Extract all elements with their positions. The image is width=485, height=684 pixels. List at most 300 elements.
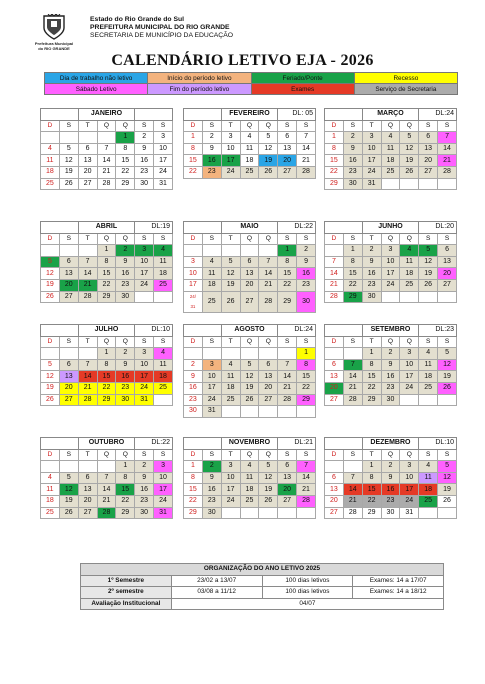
day-cell: 15 (97, 268, 116, 280)
day-cell: 14 (343, 484, 362, 496)
day-cell: 9 (184, 371, 203, 383)
week-row (325, 461, 457, 473)
day-cell: 12 (259, 472, 278, 484)
empty-day (78, 132, 97, 144)
day-cell: 9 (116, 256, 135, 268)
empty-day (59, 348, 78, 360)
day-cell: 12 (59, 155, 78, 167)
day-cell: 30 (184, 406, 203, 418)
weekday-label: Q (381, 336, 400, 348)
empty-day (259, 507, 278, 519)
day-cell: 22 (184, 166, 203, 178)
month-calendar (183, 221, 316, 313)
empty-day (297, 507, 316, 519)
weekday-label: Q (259, 120, 278, 132)
day-cell: 28 (259, 291, 278, 312)
empty-day (278, 507, 297, 519)
day-cell: 11 (240, 472, 259, 484)
weekday-label: S (135, 336, 154, 348)
weekday-label: S (343, 120, 362, 132)
week-row (184, 348, 316, 360)
school-days-count: DL:10 (419, 438, 457, 450)
weekday-label: S (135, 233, 154, 245)
day-cell: 3 (221, 461, 240, 473)
school-days-count: DL:23 (419, 325, 457, 337)
day-cell: 5 (419, 245, 438, 257)
day-cell: 25 (381, 166, 400, 178)
empty-day (41, 245, 60, 257)
weekday-label: T (221, 120, 240, 132)
week-row (41, 484, 173, 496)
week-row (41, 166, 173, 178)
week-row (41, 279, 173, 291)
day-cell: 20 (59, 382, 78, 394)
day-cell: 24 (362, 166, 381, 178)
empty-day (381, 291, 400, 303)
weekday-label: D (184, 233, 203, 245)
day-cell: 20 (59, 279, 78, 291)
day-cell: 14 (259, 268, 278, 280)
weekday-label: S (419, 120, 438, 132)
legend-item: Serviço de Secretaria (354, 84, 457, 95)
empty-day (97, 132, 116, 144)
month-name: MAIO (221, 222, 278, 234)
semester-exams: Exames: 14 a 18/12 (353, 587, 444, 599)
day-cell: 12 (400, 143, 419, 155)
day-cell: 3 (202, 359, 221, 371)
empty-day (325, 348, 344, 360)
week-row (325, 371, 457, 383)
empty-day (278, 348, 297, 360)
day-cell: 18 (381, 155, 400, 167)
week-row (41, 268, 173, 280)
empty-day (259, 245, 278, 257)
weekday-label: Q (400, 233, 419, 245)
weekday-label: S (343, 233, 362, 245)
day-cell: 6 (59, 256, 78, 268)
week-row (184, 291, 316, 312)
day-cell: 4 (240, 132, 259, 144)
day-cell: 7 (343, 359, 362, 371)
day-cell: 26 (259, 166, 278, 178)
week-row (325, 382, 457, 394)
month-name: ABRIL (78, 222, 135, 234)
weekday-label: Q (240, 449, 259, 461)
day-cell: 14 (297, 472, 316, 484)
empty-day (240, 245, 259, 257)
weekday-header (41, 233, 173, 245)
weekday-header (184, 336, 316, 348)
weekday-label: Q (400, 449, 419, 461)
day-cell: 19 (41, 382, 60, 394)
weekday-label: T (221, 336, 240, 348)
day-cell: 7 (259, 256, 278, 268)
weekday-label: Q (259, 233, 278, 245)
day-cell: 18 (240, 484, 259, 496)
crest-shield-icon (42, 14, 66, 40)
weekday-label: S (154, 120, 173, 132)
day-cell: 5 (41, 256, 60, 268)
day-cell: 13 (259, 371, 278, 383)
day-cell: 8 (297, 359, 316, 371)
day-cell: 22 (184, 495, 203, 507)
day-cell: 4 (154, 348, 173, 360)
month-header (41, 325, 173, 337)
weekday-header (41, 120, 173, 132)
weekday-label: S (202, 449, 221, 461)
empty-day (438, 394, 457, 406)
week-row (41, 132, 173, 144)
day-cell: 12 (41, 268, 60, 280)
day-cell: 4 (202, 256, 221, 268)
day-cell: 20 (278, 484, 297, 496)
day-cell: 25 (419, 495, 438, 507)
month-calendar (183, 324, 316, 418)
day-cell: 15 (97, 371, 116, 383)
day-cell: 6 (438, 245, 457, 257)
week-row (325, 348, 457, 360)
week-row (325, 394, 457, 406)
month-header-spacer (184, 222, 222, 234)
day-cell: 31 (135, 394, 154, 406)
weekday-label: T (78, 120, 97, 132)
weekday-label: Q (240, 233, 259, 245)
empty-day (240, 507, 259, 519)
organization-block (90, 16, 233, 40)
empty-day (259, 348, 278, 360)
month-name: NOVEMBRO (221, 438, 278, 450)
day-cell: 2 (297, 245, 316, 257)
weekday-label: S (297, 336, 316, 348)
day-cell: 26 (438, 495, 457, 507)
week-row (184, 245, 316, 257)
day-cell: 24 (135, 382, 154, 394)
day-cell: 9 (116, 359, 135, 371)
day-cell: 24 (154, 495, 173, 507)
day-cell: 27 (240, 291, 259, 312)
day-cell: 17 (400, 371, 419, 383)
day-cell: 11 (41, 484, 60, 496)
day-cell: 17 (362, 155, 381, 167)
day-cell: 19 (240, 382, 259, 394)
month-header (325, 222, 457, 234)
legend-item: Dia de trabalho não letivo (45, 73, 148, 84)
day-cell: 8 (184, 143, 203, 155)
weekday-label: S (297, 120, 316, 132)
day-cell: 1 (278, 245, 297, 257)
day-cell: 8 (325, 143, 344, 155)
month-header (184, 438, 316, 450)
week-row (184, 256, 316, 268)
weekday-label: S (278, 449, 297, 461)
day-cell: 12 (438, 472, 457, 484)
day-cell: 6 (278, 461, 297, 473)
day-cell: 9 (381, 472, 400, 484)
day-cell: 31 (400, 507, 419, 519)
day-cell: 8 (362, 359, 381, 371)
day-cell: 24 (202, 394, 221, 406)
weekday-label: S (135, 120, 154, 132)
day-cell: 18 (221, 382, 240, 394)
day-cell: 15 (116, 484, 135, 496)
day-cell: 2 (362, 245, 381, 257)
day-cell: 22 (362, 382, 381, 394)
day-cell: 7 (278, 359, 297, 371)
week-row (325, 256, 457, 268)
day-cell: 27 (78, 507, 97, 519)
week-row (325, 472, 457, 484)
day-cell: 17 (400, 484, 419, 496)
day-cell: 4 (381, 132, 400, 144)
day-cell: 29 (362, 507, 381, 519)
empty-day (259, 406, 278, 418)
day-cell: 22 (325, 166, 344, 178)
month-calendar (40, 437, 173, 519)
city-hall-name: PREFEITURA MUNICIPAL DO RIO GRANDE (90, 24, 230, 31)
weekday-label: S (297, 233, 316, 245)
month-header-spacer (325, 222, 363, 234)
day-cell: 14 (78, 371, 97, 383)
empty-day (400, 394, 419, 406)
weekday-label: Q (116, 336, 135, 348)
day-cell: 13 (438, 256, 457, 268)
legend-row (45, 73, 458, 84)
day-cell: 7 (97, 472, 116, 484)
week-row (325, 484, 457, 496)
day-cell: 26 (419, 279, 438, 291)
empty-day (325, 245, 344, 257)
school-days-count: DL:19 (135, 222, 173, 234)
day-cell: 29 (116, 178, 135, 190)
weekday-header (41, 336, 173, 348)
day-cell: 13 (59, 268, 78, 280)
day-cell: 26 (59, 178, 78, 190)
day-cell: 8 (343, 256, 362, 268)
day-cell: 24 (221, 495, 240, 507)
week-row (41, 461, 173, 473)
week-row (325, 291, 457, 303)
day-cell: 10 (400, 359, 419, 371)
semester-exams: Exames: 14 a 17/07 (353, 575, 444, 587)
legend-item: Exames (251, 84, 354, 95)
day-cell: 17 (221, 155, 240, 167)
day-cell: 3 (400, 461, 419, 473)
day-cell: 6 (240, 256, 259, 268)
day-cell: 22 (116, 495, 135, 507)
day-cell: 17 (184, 279, 203, 291)
day-cell: 20 (325, 495, 344, 507)
day-cell: 17 (221, 484, 240, 496)
month-name: AGOSTO (221, 325, 278, 337)
day-cell: 9 (202, 143, 221, 155)
day-cell: 30 (116, 394, 135, 406)
month-header-spacer (41, 109, 79, 121)
week-row (184, 143, 316, 155)
school-days-count: DL: 05 (278, 109, 316, 121)
weekday-label: D (325, 336, 344, 348)
weekday-header (325, 120, 457, 132)
day-cell: 10 (362, 143, 381, 155)
day-cell: 19 (259, 155, 278, 167)
month-name: MARÇO (362, 109, 419, 121)
month-header-spacer (41, 222, 79, 234)
day-cell: 20 (259, 382, 278, 394)
day-cell: 19 (438, 484, 457, 496)
day-cell: 7 (297, 132, 316, 144)
day-cell: 21 (259, 279, 278, 291)
day-cell: 30 (135, 507, 154, 519)
weekday-label: Q (400, 336, 419, 348)
day-cell: 10 (135, 256, 154, 268)
month-name: JUNHO (362, 222, 419, 234)
day-cell: 7 (78, 359, 97, 371)
day-cell: 8 (362, 472, 381, 484)
empty-day (297, 406, 316, 418)
day-cell: 19 (400, 155, 419, 167)
semester-label: 2º semestre (81, 587, 172, 599)
day-cell: 20 (419, 155, 438, 167)
day-cell: 27 (59, 291, 78, 303)
weekday-label: S (59, 120, 78, 132)
week-row (325, 178, 457, 190)
week-row (184, 495, 316, 507)
day-cell: 23 (135, 495, 154, 507)
weekday-label: S (154, 336, 173, 348)
weekday-label: S (438, 120, 457, 132)
day-cell: 26 (259, 495, 278, 507)
day-cell: 30 (116, 291, 135, 303)
month-header (41, 222, 173, 234)
day-cell: 23 (362, 279, 381, 291)
empty-day (438, 507, 457, 519)
day-cell: 11 (41, 155, 60, 167)
day-cell: 1 (362, 461, 381, 473)
empty-day (325, 461, 344, 473)
day-cell: 29 (297, 394, 316, 406)
week-row (184, 461, 316, 473)
day-cell: 30 (297, 291, 316, 312)
day-cell: 7 (78, 256, 97, 268)
weekday-label: S (59, 449, 78, 461)
day-cell: 1 (297, 348, 316, 360)
week-row (184, 166, 316, 178)
day-cell: 16 (202, 484, 221, 496)
day-cell: 11 (419, 359, 438, 371)
day-cell: 24/ 31 (184, 291, 203, 312)
day-cell: 3 (221, 132, 240, 144)
month-calendar (183, 108, 316, 179)
empty-day (438, 291, 457, 303)
day-cell: 29 (184, 507, 203, 519)
empty-day (202, 245, 221, 257)
day-cell: 1 (343, 245, 362, 257)
day-cell: 5 (400, 132, 419, 144)
day-cell: 15 (362, 371, 381, 383)
week-row (184, 155, 316, 167)
week-row (325, 166, 457, 178)
week-row (41, 348, 173, 360)
day-cell: 3 (135, 348, 154, 360)
day-cell: 30 (381, 507, 400, 519)
weekday-label: S (202, 336, 221, 348)
week-row (41, 472, 173, 484)
weekday-label: D (325, 120, 344, 132)
legend-item: Feriado/Ponte (251, 73, 354, 84)
day-cell: 27 (278, 495, 297, 507)
day-cell: 23 (116, 382, 135, 394)
day-cell: 18 (240, 155, 259, 167)
day-cell: 13 (78, 484, 97, 496)
weekday-label: D (325, 449, 344, 461)
day-cell: 5 (259, 461, 278, 473)
school-days-count: DL:24 (278, 325, 316, 337)
weekday-label: D (184, 336, 203, 348)
month-header-spacer (325, 438, 363, 450)
weekday-label: S (419, 336, 438, 348)
day-cell: 9 (135, 472, 154, 484)
day-cell: 18 (154, 371, 173, 383)
empty-day (240, 348, 259, 360)
week-row (41, 382, 173, 394)
day-cell: 31 (154, 507, 173, 519)
week-row (41, 256, 173, 268)
day-cell: 10 (154, 472, 173, 484)
weekday-label: D (184, 449, 203, 461)
day-cell: 13 (278, 143, 297, 155)
day-cell: 27 (419, 166, 438, 178)
weekday-label: D (41, 233, 60, 245)
day-cell: 6 (59, 359, 78, 371)
day-cell: 25 (41, 178, 60, 190)
weekday-label: S (438, 336, 457, 348)
empty-day (221, 406, 240, 418)
weekday-label: T (362, 336, 381, 348)
day-cell: 19 (59, 166, 78, 178)
day-cell: 11 (202, 268, 221, 280)
day-cell: 20 (240, 279, 259, 291)
day-cell: 31 (362, 178, 381, 190)
day-cell: 24 (400, 495, 419, 507)
day-cell: 2 (135, 461, 154, 473)
month-header-spacer (325, 325, 363, 337)
day-cell: 1 (116, 132, 135, 144)
day-cell: 24 (400, 382, 419, 394)
weekday-header (184, 449, 316, 461)
day-cell: 25 (240, 166, 259, 178)
school-days-count: DL:21 (278, 438, 316, 450)
day-cell: 20 (78, 166, 97, 178)
empty-day (438, 178, 457, 190)
day-cell: 21 (278, 382, 297, 394)
day-cell: 5 (41, 359, 60, 371)
week-row (184, 382, 316, 394)
month-header (325, 438, 457, 450)
legend-table (44, 72, 458, 95)
day-cell: 13 (240, 268, 259, 280)
day-cell: 27 (78, 178, 97, 190)
day-cell: 15 (343, 268, 362, 280)
day-cell: 14 (297, 143, 316, 155)
month-header (41, 109, 173, 121)
weekday-label: S (297, 449, 316, 461)
day-cell: 16 (297, 268, 316, 280)
day-cell: 11 (400, 256, 419, 268)
day-cell: 25 (221, 394, 240, 406)
weekday-label: Q (116, 120, 135, 132)
day-cell: 4 (154, 245, 173, 257)
day-cell: 15 (325, 155, 344, 167)
day-cell: 15 (278, 268, 297, 280)
